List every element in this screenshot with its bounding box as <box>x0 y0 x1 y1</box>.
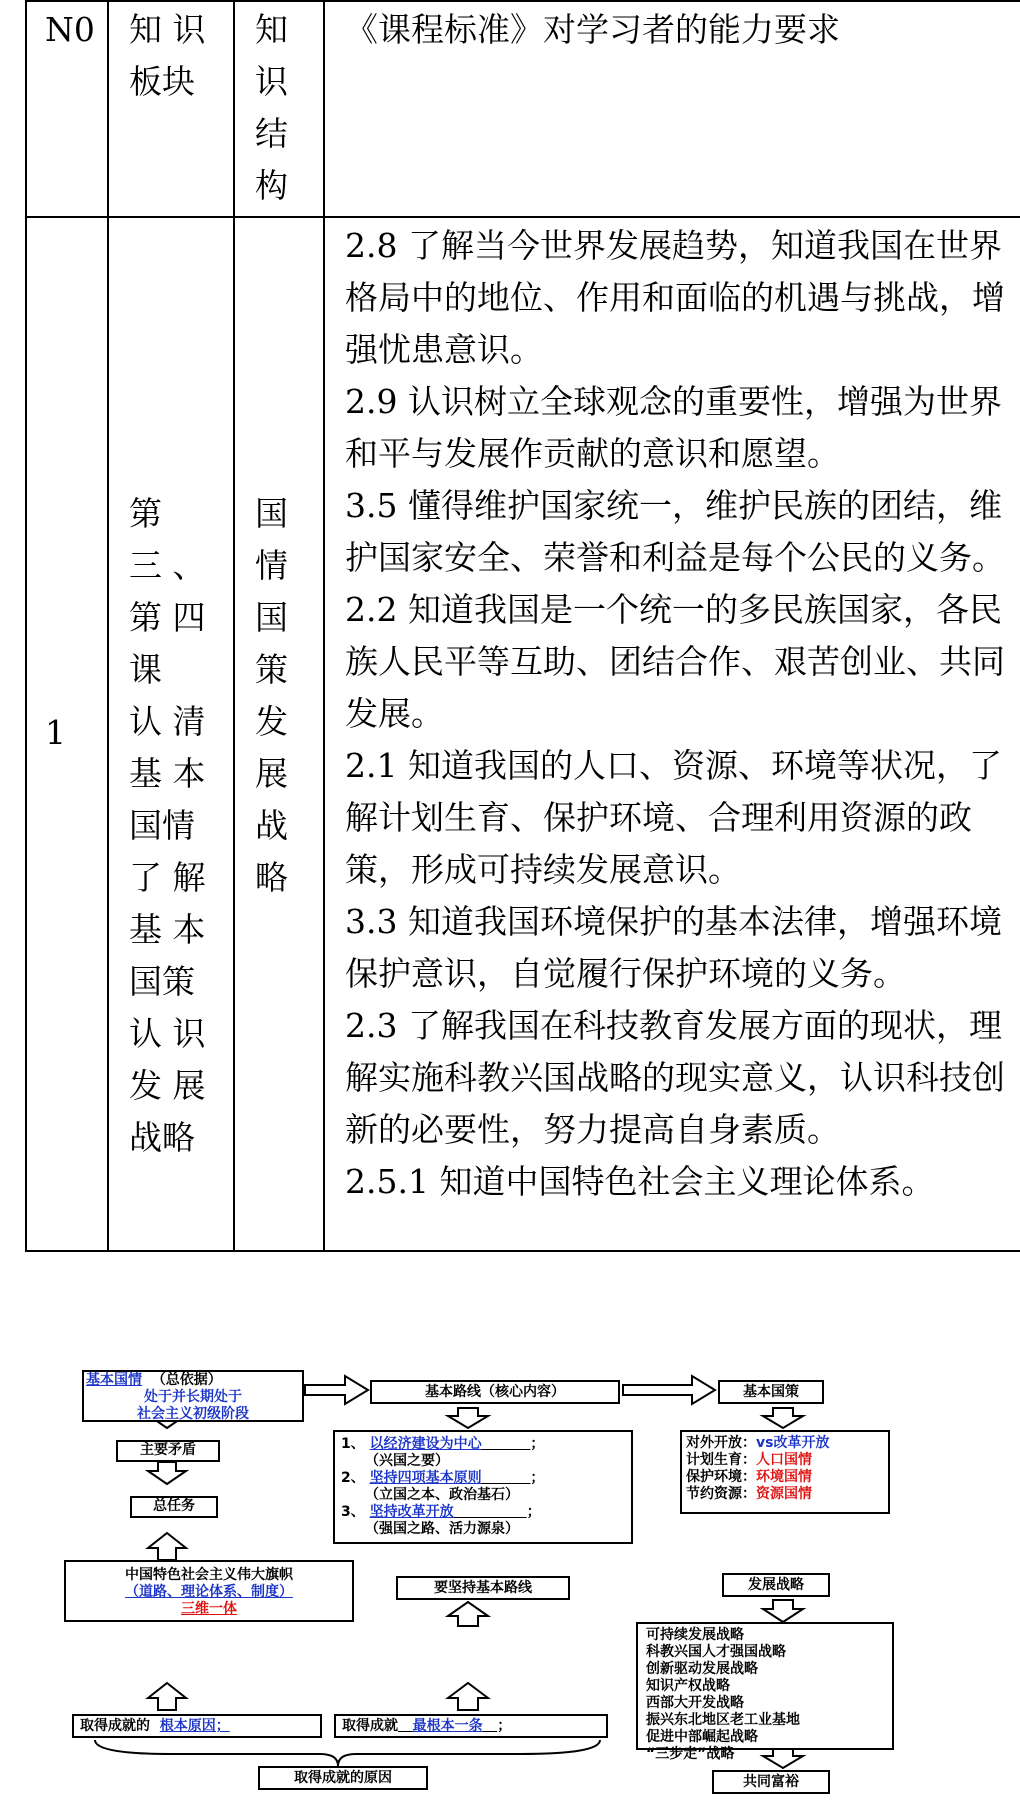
arrow-down-icon <box>763 1408 803 1428</box>
common-prosperity-box: 共同富裕 <box>712 1770 830 1794</box>
arrow-down-icon <box>148 1462 186 1484</box>
policy-item: 保护环境：环境国情 <box>686 1469 812 1485</box>
arrow-up-icon <box>448 1683 488 1710</box>
arrow-up-icon <box>148 1533 186 1560</box>
row-requirements <box>324 217 1020 1251</box>
requirement-item: 3.3 知道我国环境保护的基本法律，增强环境保护意识，自觉履行保护环境的义务。 <box>345 902 1002 993</box>
requirement-item: 2.9 认识树立全球观念的重要性，增强为世界和平与发展作贡献的意识和愿望。 <box>345 382 1002 473</box>
row-structure: 国 情 国 策 发 展 战 略 <box>234 217 324 1251</box>
basic-national-condition-box: 基本国情 （总依据） 处于并长期处于 社会主义初级阶段 <box>82 1370 304 1422</box>
table-header-row <box>26 1 1020 217</box>
strategy-item: 促进中部崛起战略 <box>646 1729 758 1745</box>
development-strategy-box: 发展战略 <box>722 1573 830 1597</box>
strategy-item: 科教兴国人才强国战略 <box>646 1644 786 1660</box>
line-content-box: 1、 以经济建设为中心 ； （兴国之要） 2、 坚持四项基本原则 ； （立国之本、政治基石） 3、 坚持改革开放 ； （强国之路、活力源泉） <box>333 1430 633 1544</box>
requirement-item: 2.5.1 知道中国特色社会主义理论体系。 <box>345 1162 935 1201</box>
arrow-up-icon <box>148 1683 186 1710</box>
header-structure: 知 识 结 构 <box>234 1 324 217</box>
strategy-item: 知识产权战略 <box>646 1678 730 1694</box>
header-module: 知 识 板块 <box>108 1 234 217</box>
root-cause-box: 取得成就的 根本原因； <box>72 1714 322 1738</box>
header-requirements: 《课程标准》对学习者的能力要求 <box>324 1 1020 217</box>
concept-diagram <box>0 1360 1020 1800</box>
strategy-item: “三步走”战略 <box>646 1746 735 1762</box>
curriculum-table <box>25 0 1020 1252</box>
strategy-item: 振兴东北地区老工业基地 <box>646 1712 800 1728</box>
arrow-right-icon <box>305 1376 368 1404</box>
reasons-box: 取得成就的原因 <box>258 1766 428 1790</box>
adhere-line-box: 要坚持基本路线 <box>396 1576 570 1600</box>
policy-item: 对外开放：vs改革开放 <box>686 1435 830 1451</box>
strategy-item: 创新驱动发展战略 <box>646 1661 758 1677</box>
requirement-item: 2.3 了解我国在科技教育发展方面的现状，理解实施科教兴国战略的现实意义，认识科技创新的必要性，努力提高自身素质。 <box>345 1006 1005 1149</box>
arrow-up-icon <box>448 1602 488 1626</box>
requirement-item: 3.5 懂得维护国家统一，维护民族的团结，维护国家安全、荣誉和利益是每个公民的义务。 <box>345 486 1005 577</box>
table-row <box>26 217 1020 1251</box>
strategy-item: 可持续发展战略 <box>646 1627 744 1643</box>
basic-line-box: 基本路线（核心内容） <box>370 1380 620 1404</box>
arrow-down-icon <box>763 1600 803 1622</box>
policy-item: 节约资源：资源国情 <box>686 1486 812 1502</box>
row-no: 1 <box>26 217 108 1251</box>
requirement-item: 2.8 了解当今世界发展趋势，知道我国在世界格局中的地位、作用和面临的机遇与挑战，增强忧患意识。 <box>345 226 1005 369</box>
strategies-box <box>636 1622 894 1762</box>
policies-box <box>680 1430 890 1514</box>
brace-icon <box>95 1740 600 1766</box>
requirement-item: 2.2 知道我国是一个统一的多民族国家，各民族人民平等互助、团结合作、艰苦创业、共同发展。 <box>345 590 1005 733</box>
most-basic-box: 取得成就 最根本一条 ； <box>334 1714 608 1738</box>
basic-policy-box: 基本国策 <box>718 1380 824 1404</box>
policy-item: 计划生育：人口国情 <box>686 1452 812 1468</box>
arrow-down-icon <box>448 1408 488 1428</box>
general-task-box: 总任务 <box>130 1496 218 1518</box>
row-module: 第 三 、 第 四 课 认 清 基 本 国情 了 解 基 本 国策 认 识 发 展 战略 <box>108 217 234 1251</box>
arrow-right-icon <box>623 1376 715 1404</box>
banner-box: 中国特色社会主义伟大旗帜 （道路、理论体系、制度） 三维一体 <box>64 1560 354 1622</box>
main-contradiction-box: 主要矛盾 <box>116 1440 220 1462</box>
requirement-item: 2.1 知道我国的人口、资源、环境等状况，了解计划生育、保护环境、合理利用资源的政策，形成可持续发展意识。 <box>345 746 1002 889</box>
header-no: N0 <box>26 1 108 217</box>
strategy-item: 西部大开发战略 <box>646 1695 744 1711</box>
